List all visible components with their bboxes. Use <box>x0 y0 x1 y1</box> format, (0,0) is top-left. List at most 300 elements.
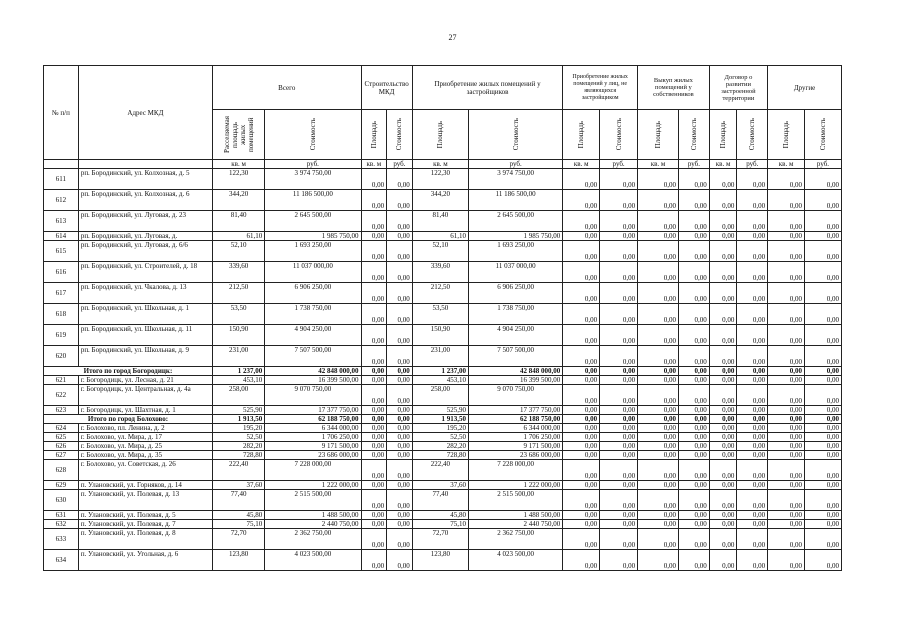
area-cell: 0,00 <box>638 241 679 262</box>
area-cell: 37,60 <box>412 481 468 490</box>
cost-cell: 0,00 <box>737 520 768 529</box>
area-cell: 52,10 <box>212 241 264 262</box>
area-cell: 0,00 <box>361 520 387 529</box>
address-cell: п. Улановский, ул. Горняков, д. 14 <box>78 481 212 490</box>
sub-cost-header: Стоимость <box>600 110 638 160</box>
area-cell: 150,90 <box>412 325 468 346</box>
cost-cell: 0,00 <box>679 529 710 550</box>
cost-cell: 0,00 <box>600 346 638 367</box>
cost-cell: 0,00 <box>387 520 413 529</box>
area-cell: 0,00 <box>638 232 679 241</box>
row-number: 633 <box>44 529 79 550</box>
area-cell: 282,20 <box>412 442 468 451</box>
cost-cell: 1 706 250,00 <box>265 433 361 442</box>
cost-cell: 0,00 <box>600 262 638 283</box>
cost-cell: 0,00 <box>387 283 413 304</box>
row-number: 613 <box>44 211 79 232</box>
cost-cell: 0,00 <box>600 232 638 241</box>
row-number: 626 <box>44 442 79 451</box>
cost-cell: 0,00 <box>600 283 638 304</box>
cost-cell: 0,00 <box>805 211 842 232</box>
area-cell: 0,00 <box>709 346 737 367</box>
group-total-header: Всего <box>212 66 361 110</box>
area-cell: 0,00 <box>768 511 805 520</box>
area-cell: 0,00 <box>563 232 600 241</box>
cost-cell: 0,00 <box>679 442 710 451</box>
area-cell: 258,00 <box>212 385 264 406</box>
area-cell: 222,40 <box>212 460 264 481</box>
table-row <box>44 481 842 490</box>
cost-cell: 0,00 <box>679 325 710 346</box>
area-cell: 0,00 <box>563 190 600 211</box>
area-cell: 0,00 <box>563 433 600 442</box>
cost-cell: 1 488 500,00 <box>469 511 563 520</box>
cost-cell: 0,00 <box>805 481 842 490</box>
area-cell: 52,10 <box>412 241 468 262</box>
area-cell: 344,20 <box>412 190 468 211</box>
area-cell: 81,40 <box>412 211 468 232</box>
row-number: 612 <box>44 190 79 211</box>
table-row <box>44 529 842 550</box>
area-cell: 0,00 <box>709 481 737 490</box>
cost-cell: 0,00 <box>387 304 413 325</box>
area-cell: 0,00 <box>709 451 737 460</box>
cost-cell: 0,00 <box>387 451 413 460</box>
table-row <box>44 511 842 520</box>
area-cell: 0,00 <box>563 529 600 550</box>
area-cell: 0,00 <box>563 415 600 424</box>
area-cell: 0,00 <box>768 211 805 232</box>
cost-cell: 0,00 <box>737 262 768 283</box>
cost-cell: 0,00 <box>805 511 842 520</box>
area-cell: 0,00 <box>638 424 679 433</box>
area-cell: 75,10 <box>412 520 468 529</box>
area-cell: 0,00 <box>768 406 805 415</box>
area-cell: 282,20 <box>212 442 264 451</box>
area-cell: 0,00 <box>709 415 737 424</box>
address-cell: г. Богородицк, ул. Центральная, д. 4а <box>78 385 212 406</box>
cost-cell: 0,00 <box>737 406 768 415</box>
table-row <box>44 241 842 262</box>
area-cell: 0,00 <box>361 490 387 511</box>
cost-cell: 0,00 <box>387 232 413 241</box>
area-cell: 0,00 <box>638 385 679 406</box>
cost-cell: 0,00 <box>737 169 768 190</box>
cost-cell: 1 985 750,00 <box>469 232 563 241</box>
cost-cell: 0,00 <box>600 490 638 511</box>
address-cell: п. Улановский, ул. Полевая, д. 13 <box>78 490 212 511</box>
area-cell: 0,00 <box>638 406 679 415</box>
area-cell: 0,00 <box>709 490 737 511</box>
unit-label: кв. м <box>638 160 679 169</box>
cost-cell: 0,00 <box>600 460 638 481</box>
cost-cell: 0,00 <box>737 325 768 346</box>
cost-cell: 16 399 500,00 <box>265 376 361 385</box>
area-cell: 0,00 <box>768 520 805 529</box>
area-cell: 0,00 <box>638 529 679 550</box>
area-cell: 0,00 <box>709 283 737 304</box>
sub-area-header: Площадь <box>412 110 468 160</box>
area-cell: 0,00 <box>361 325 387 346</box>
address-cell: г. Богородицк, ул. Шахтная, д. 1 <box>78 406 212 415</box>
area-cell: 45,80 <box>212 511 264 520</box>
area-cell: 339,60 <box>412 262 468 283</box>
cost-cell: 0,00 <box>805 550 842 571</box>
subtotal-label: Итого по город Болохово: <box>44 415 213 424</box>
area-cell: 0,00 <box>638 415 679 424</box>
cost-cell: 0,00 <box>805 451 842 460</box>
area-cell: 0,00 <box>638 169 679 190</box>
subtotal-label: Итого по город Богородицк: <box>44 367 213 376</box>
area-cell: 0,00 <box>563 406 600 415</box>
cost-cell: 0,00 <box>679 460 710 481</box>
table-row <box>44 283 842 304</box>
row-number: 616 <box>44 262 79 283</box>
area-cell: 231,00 <box>212 346 264 367</box>
row-number: 623 <box>44 406 79 415</box>
address-cell: рп. Бородинский, ул. Строителей, д. 18 <box>78 262 212 283</box>
cost-cell: 4 023 500,00 <box>469 550 563 571</box>
address-cell: п. Улановский, ул. Полевая, д. 7 <box>78 520 212 529</box>
col-no-header: № п/п <box>44 66 79 160</box>
area-cell: 0,00 <box>563 283 600 304</box>
cost-cell: 0,00 <box>600 424 638 433</box>
area-cell: 0,00 <box>768 424 805 433</box>
cost-cell: 0,00 <box>679 304 710 325</box>
sub-cost-header: Стоимость <box>679 110 710 160</box>
unit-label: руб. <box>737 160 768 169</box>
area-cell: 212,50 <box>412 283 468 304</box>
area-cell: 0,00 <box>768 376 805 385</box>
cost-cell: 0,00 <box>679 415 710 424</box>
row-number: 617 <box>44 283 79 304</box>
area-cell: 0,00 <box>638 304 679 325</box>
group-developer-purchase-header: Приобретение жилых помещений у застройщиков <box>412 66 563 110</box>
area-cell: 1 913,50 <box>212 415 264 424</box>
address-cell: рп. Бородинский, ул. Луговая, д. 23 <box>78 211 212 232</box>
address-cell: рп. Бородинский, ул. Луговая, д. <box>78 232 212 241</box>
sub-area-header: Площадь <box>709 110 737 160</box>
sub-cost-header: Стоимость <box>265 110 361 160</box>
area-cell: 0,00 <box>361 283 387 304</box>
cost-cell: 0,00 <box>387 511 413 520</box>
row-number: 622 <box>44 385 79 406</box>
cost-cell: 0,00 <box>737 460 768 481</box>
area-cell: 0,00 <box>563 550 600 571</box>
table-row <box>44 460 842 481</box>
area-cell: 0,00 <box>563 442 600 451</box>
cost-cell: 4 904 250,00 <box>469 325 563 346</box>
cost-cell: 0,00 <box>387 433 413 442</box>
cost-cell: 0,00 <box>737 283 768 304</box>
group-other-header: Другие <box>768 66 842 110</box>
cost-cell: 0,00 <box>805 169 842 190</box>
area-cell: 0,00 <box>638 346 679 367</box>
table-row <box>44 424 842 433</box>
row-number: 630 <box>44 490 79 511</box>
area-cell: 453,10 <box>412 376 468 385</box>
area-cell: 75,10 <box>212 520 264 529</box>
cost-cell: 0,00 <box>737 385 768 406</box>
cost-cell: 0,00 <box>679 190 710 211</box>
area-cell: 0,00 <box>361 169 387 190</box>
cost-cell: 11 186 500,00 <box>265 190 361 211</box>
cost-cell: 11 037 000,00 <box>265 262 361 283</box>
area-cell: 0,00 <box>709 520 737 529</box>
area-cell: 0,00 <box>638 433 679 442</box>
area-cell: 0,00 <box>638 442 679 451</box>
area-cell: 0,00 <box>768 262 805 283</box>
address-cell: г. Болохово, ул. Мира, д. 25 <box>78 442 212 451</box>
cost-cell: 0,00 <box>805 520 842 529</box>
row-number: 611 <box>44 169 79 190</box>
area-cell: 123,80 <box>412 550 468 571</box>
cost-cell: 1 222 000,00 <box>469 481 563 490</box>
cost-cell: 0,00 <box>737 376 768 385</box>
area-cell: 0,00 <box>361 460 387 481</box>
area-cell: 0,00 <box>361 304 387 325</box>
area-cell: 0,00 <box>563 262 600 283</box>
cost-cell: 0,00 <box>600 385 638 406</box>
area-cell: 0,00 <box>361 190 387 211</box>
area-cell: 0,00 <box>361 511 387 520</box>
cost-cell: 0,00 <box>600 367 638 376</box>
area-cell: 0,00 <box>361 262 387 283</box>
area-cell: 0,00 <box>709 169 737 190</box>
cost-cell: 0,00 <box>600 376 638 385</box>
sub-area-header: Площадь <box>638 110 679 160</box>
table-row <box>44 490 842 511</box>
table-row <box>44 262 842 283</box>
units-row <box>44 160 842 169</box>
cost-cell: 0,00 <box>737 346 768 367</box>
area-cell: 0,00 <box>563 211 600 232</box>
cost-cell: 0,00 <box>679 433 710 442</box>
address-cell: г. Болохово, ул. Советская, д. 26 <box>78 460 212 481</box>
address-cell: п. Улановский, ул. Полевая, д. 5 <box>78 511 212 520</box>
address-cell: г. Богородицк, ул. Лесная, д. 21 <box>78 376 212 385</box>
area-cell: 0,00 <box>563 325 600 346</box>
cost-cell: 0,00 <box>600 550 638 571</box>
area-cell: 0,00 <box>768 283 805 304</box>
address-cell: г. Болохово, ул. Мира, д. 17 <box>78 433 212 442</box>
area-cell: 0,00 <box>709 433 737 442</box>
cost-cell: 0,00 <box>600 211 638 232</box>
area-cell: 77,40 <box>212 490 264 511</box>
group-development-agreement-header: Договор о развитии застроенной территории <box>709 66 767 110</box>
cost-cell: 1 693 250,00 <box>265 241 361 262</box>
cost-cell: 0,00 <box>737 481 768 490</box>
cost-cell: 0,00 <box>805 529 842 550</box>
table-row <box>44 520 842 529</box>
area-cell: 53,50 <box>212 304 264 325</box>
area-cell: 123,80 <box>212 550 264 571</box>
cost-cell: 0,00 <box>737 415 768 424</box>
cost-cell: 0,00 <box>805 385 842 406</box>
area-cell: 258,00 <box>412 385 468 406</box>
col-address-header: Адрес МКД <box>78 66 212 160</box>
area-cell: 0,00 <box>768 529 805 550</box>
cost-cell: 0,00 <box>600 325 638 346</box>
row-number: 628 <box>44 460 79 481</box>
cost-cell: 0,00 <box>737 190 768 211</box>
area-cell: 1 237,00 <box>412 367 468 376</box>
cost-cell: 0,00 <box>737 304 768 325</box>
sub-cost-header: Стоимость <box>387 110 413 160</box>
unit-label: руб. <box>805 160 842 169</box>
cost-cell: 0,00 <box>805 376 842 385</box>
table-row <box>44 304 842 325</box>
cost-cell: 0,00 <box>387 406 413 415</box>
area-cell: 1 913,50 <box>412 415 468 424</box>
area-cell: 0,00 <box>563 169 600 190</box>
cost-cell: 0,00 <box>600 451 638 460</box>
row-number: 620 <box>44 346 79 367</box>
unit-label: кв. м <box>768 160 805 169</box>
address-cell: рп. Бородинский, ул. Школьная, д. 1 <box>78 304 212 325</box>
group-construction-header: Строительство МКД <box>361 66 412 110</box>
cost-cell: 17 377 750,00 <box>469 406 563 415</box>
table-row <box>44 550 842 571</box>
cost-cell: 0,00 <box>387 385 413 406</box>
area-cell: 0,00 <box>768 550 805 571</box>
row-number: 634 <box>44 550 79 571</box>
area-cell: 0,00 <box>768 190 805 211</box>
table-row <box>44 376 842 385</box>
area-cell: 0,00 <box>361 346 387 367</box>
cost-cell: 1 488 500,00 <box>265 511 361 520</box>
area-cell: 0,00 <box>361 550 387 571</box>
cost-cell: 6 906 250,00 <box>469 283 563 304</box>
cost-cell: 0,00 <box>737 367 768 376</box>
area-cell: 0,00 <box>709 241 737 262</box>
cost-cell: 1 222 000,00 <box>265 481 361 490</box>
area-cell: 0,00 <box>563 451 600 460</box>
area-cell: 0,00 <box>638 262 679 283</box>
cost-cell: 0,00 <box>805 490 842 511</box>
cost-cell: 0,00 <box>387 481 413 490</box>
cost-cell: 1 693 250,00 <box>469 241 563 262</box>
cost-cell: 1 985 750,00 <box>265 232 361 241</box>
area-cell: 0,00 <box>563 346 600 367</box>
cost-cell: 0,00 <box>805 406 842 415</box>
cost-cell: 0,00 <box>737 490 768 511</box>
area-cell: 0,00 <box>638 325 679 346</box>
area-cell: 0,00 <box>768 481 805 490</box>
cost-cell: 0,00 <box>387 190 413 211</box>
row-number: 618 <box>44 304 79 325</box>
area-cell: 0,00 <box>768 169 805 190</box>
area-cell: 0,00 <box>638 511 679 520</box>
area-cell: 0,00 <box>638 211 679 232</box>
cost-cell: 0,00 <box>679 262 710 283</box>
row-number: 624 <box>44 424 79 433</box>
cost-cell: 0,00 <box>387 376 413 385</box>
sub-cost-header: Стоимость <box>805 110 842 160</box>
area-cell: 0,00 <box>768 442 805 451</box>
subtotal-row <box>44 415 842 424</box>
cost-cell: 0,00 <box>600 304 638 325</box>
unit-label: руб. <box>387 160 413 169</box>
cost-cell: 0,00 <box>679 169 710 190</box>
cost-cell: 0,00 <box>679 520 710 529</box>
cost-cell: 0,00 <box>387 550 413 571</box>
area-cell: 0,00 <box>361 415 387 424</box>
cost-cell: 9 171 500,00 <box>469 442 563 451</box>
area-cell: 0,00 <box>361 232 387 241</box>
cost-cell: 6 906 250,00 <box>265 283 361 304</box>
resettlement-table <box>43 65 842 571</box>
area-cell: 0,00 <box>361 211 387 232</box>
group-buyout-header: Выкуп жилых помещений у собственников <box>638 66 710 110</box>
cost-cell: 0,00 <box>805 424 842 433</box>
table-row <box>44 406 842 415</box>
area-cell: 0,00 <box>709 325 737 346</box>
cost-cell: 0,00 <box>737 211 768 232</box>
cost-cell: 0,00 <box>737 424 768 433</box>
area-cell: 45,80 <box>412 511 468 520</box>
area-cell: 0,00 <box>361 442 387 451</box>
table-row <box>44 385 842 406</box>
cost-cell: 11 037 000,00 <box>469 262 563 283</box>
area-cell: 0,00 <box>638 190 679 211</box>
cost-cell: 0,00 <box>387 367 413 376</box>
area-cell: 0,00 <box>638 520 679 529</box>
table-row <box>44 325 842 346</box>
cost-cell: 4 904 250,00 <box>265 325 361 346</box>
cost-cell: 0,00 <box>679 451 710 460</box>
cost-cell: 6 344 000,00 <box>469 424 563 433</box>
table-row <box>44 346 842 367</box>
cost-cell: 0,00 <box>387 325 413 346</box>
cost-cell: 0,00 <box>737 511 768 520</box>
area-cell: 0,00 <box>768 385 805 406</box>
cost-cell: 0,00 <box>737 529 768 550</box>
unit-label: кв. м <box>212 160 264 169</box>
area-cell: 61,10 <box>412 232 468 241</box>
area-cell: 122,30 <box>412 169 468 190</box>
cost-cell: 0,00 <box>387 424 413 433</box>
area-cell: 453,10 <box>212 376 264 385</box>
area-cell: 72,70 <box>412 529 468 550</box>
cost-cell: 9 171 500,00 <box>265 442 361 451</box>
cost-cell: 9 070 750,00 <box>265 385 361 406</box>
cost-cell: 0,00 <box>600 511 638 520</box>
row-number: 619 <box>44 325 79 346</box>
cost-cell: 0,00 <box>679 424 710 433</box>
row-number: 629 <box>44 481 79 490</box>
cost-cell: 1 738 750,00 <box>469 304 563 325</box>
area-cell: 0,00 <box>563 376 600 385</box>
address-cell: рп. Бородинский, ул. Колхозная, д. 6 <box>78 190 212 211</box>
area-cell: 0,00 <box>709 424 737 433</box>
area-cell: 0,00 <box>768 433 805 442</box>
cost-cell: 17 377 750,00 <box>265 406 361 415</box>
area-cell: 0,00 <box>638 376 679 385</box>
cost-cell: 0,00 <box>679 283 710 304</box>
cost-cell: 0,00 <box>679 481 710 490</box>
cost-cell: 0,00 <box>600 190 638 211</box>
cost-cell: 0,00 <box>600 442 638 451</box>
area-cell: 0,00 <box>709 232 737 241</box>
cost-cell: 0,00 <box>737 241 768 262</box>
area-cell: 0,00 <box>768 460 805 481</box>
cost-cell: 0,00 <box>679 406 710 415</box>
area-cell: 0,00 <box>361 529 387 550</box>
area-cell: 339,60 <box>212 262 264 283</box>
table-row <box>44 433 842 442</box>
cost-cell: 0,00 <box>805 283 842 304</box>
